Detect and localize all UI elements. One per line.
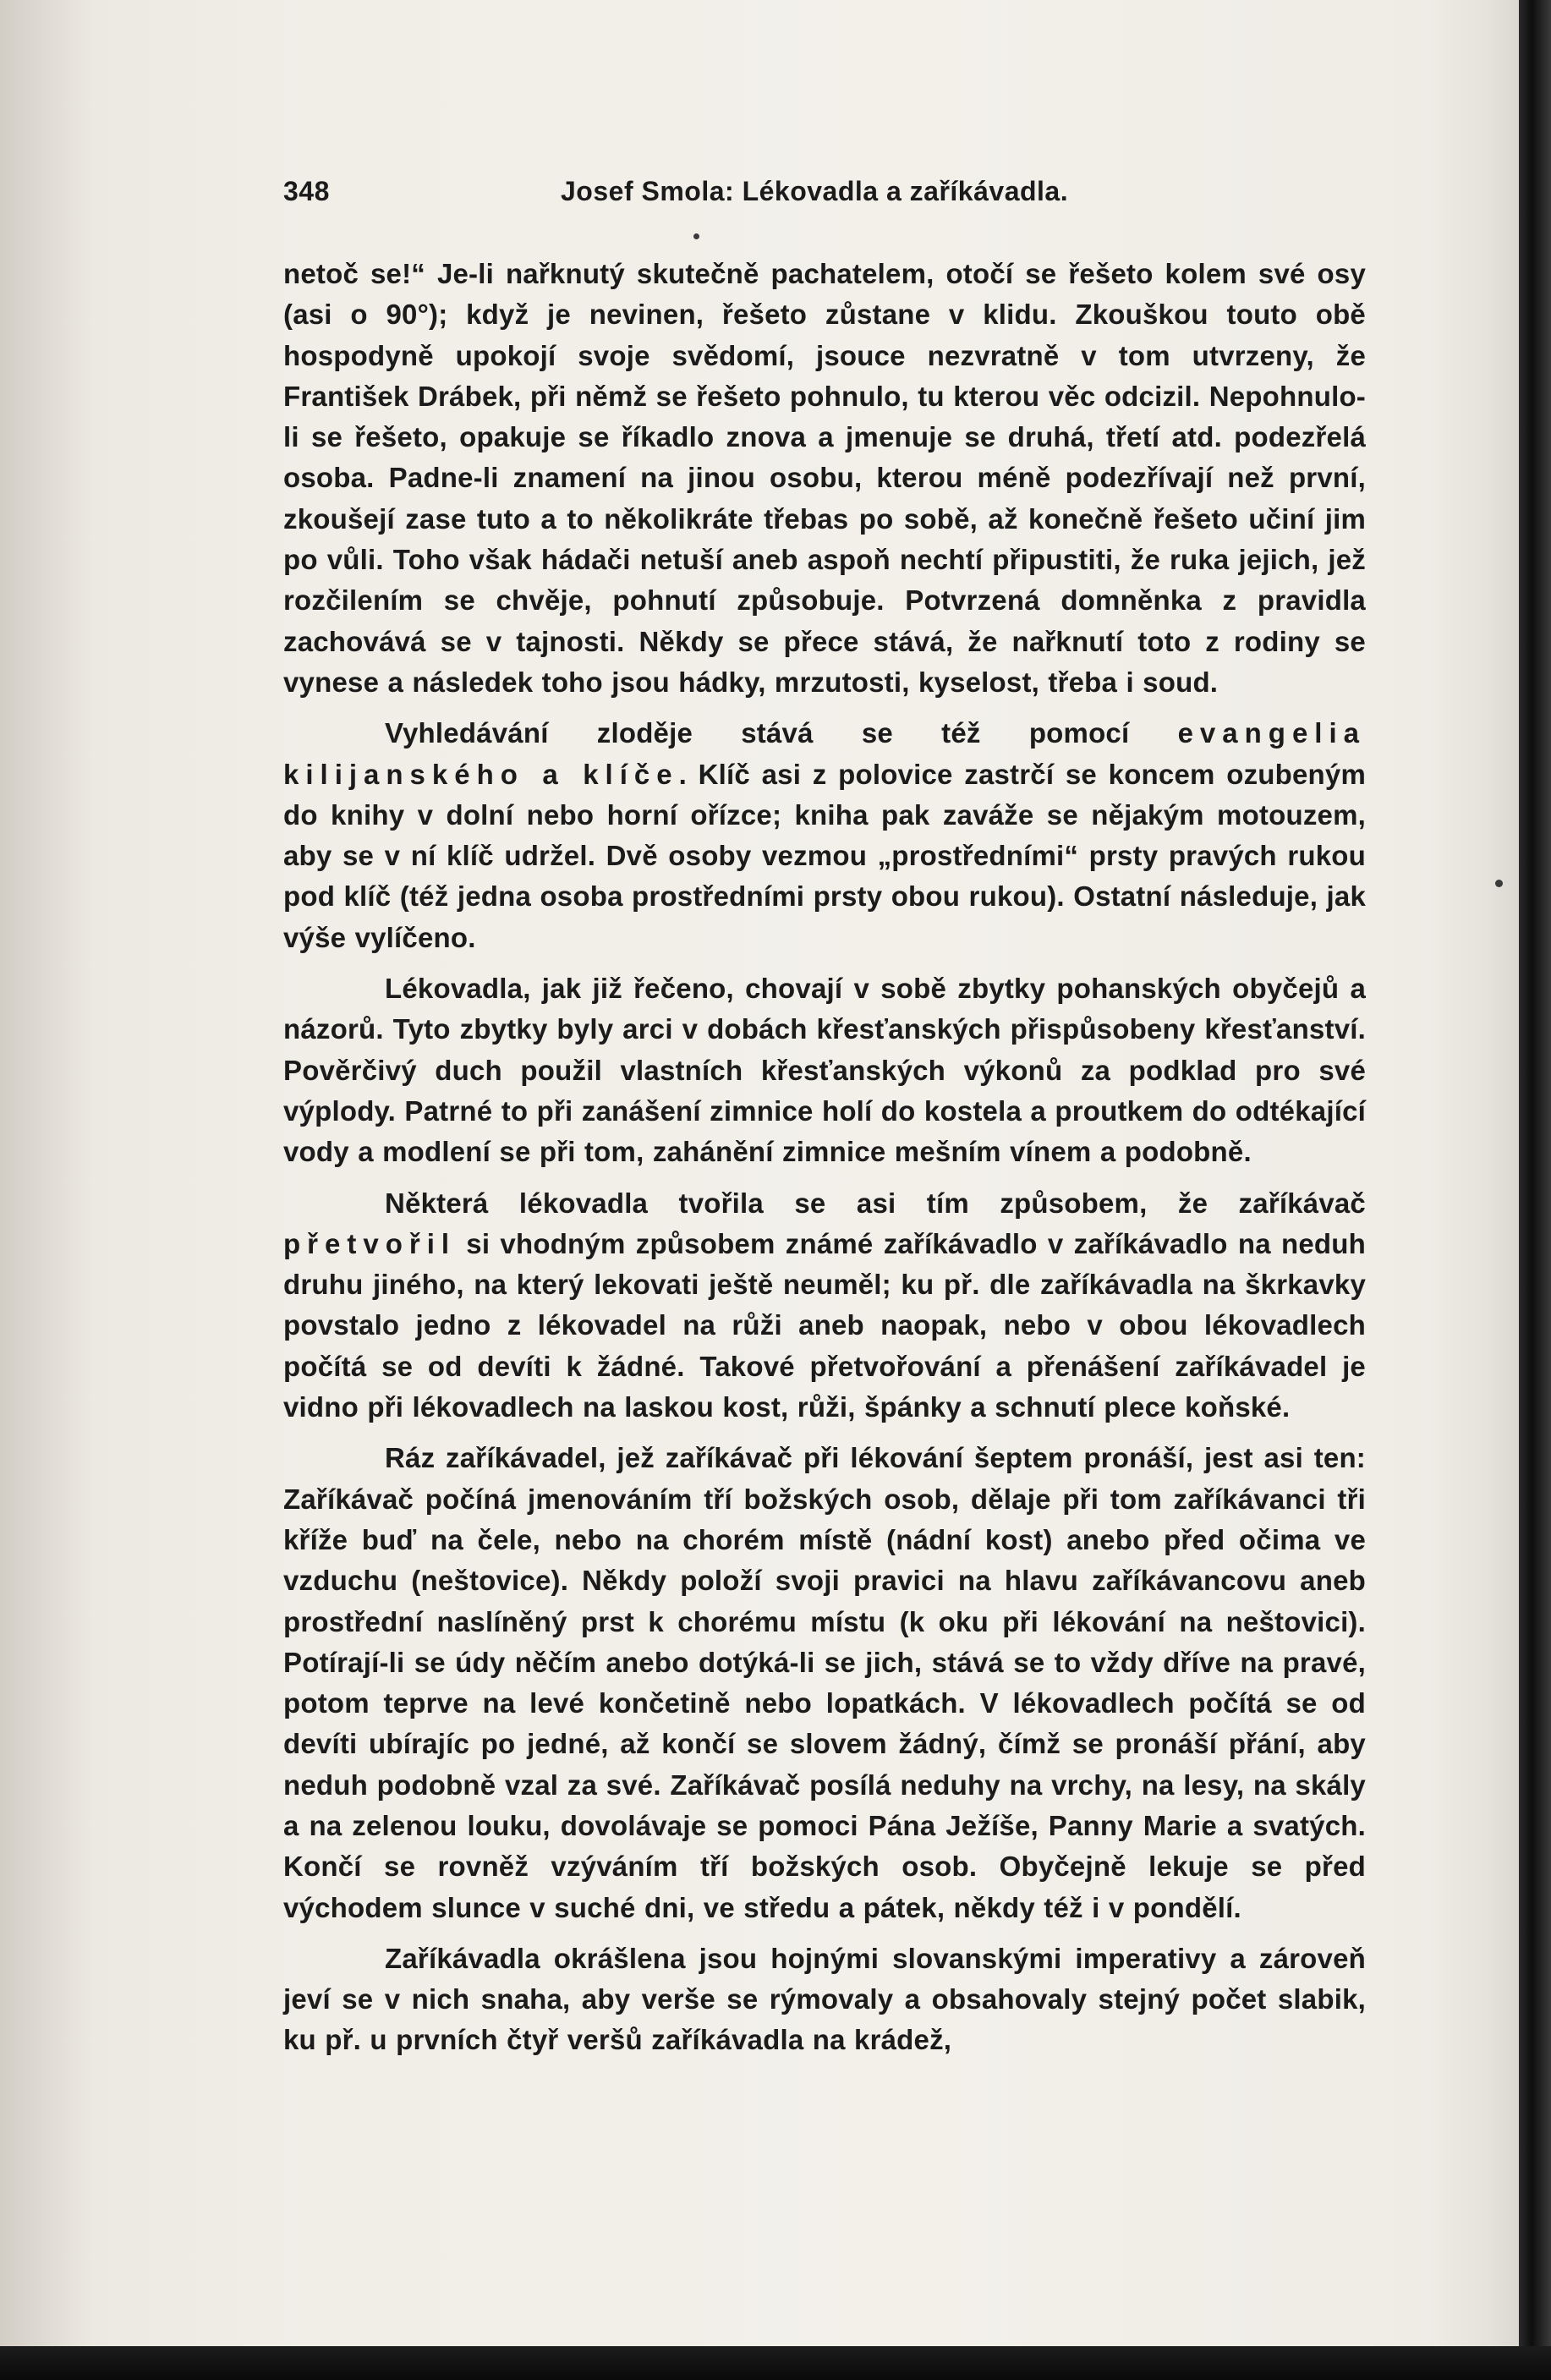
paragraph — [283, 1183, 1366, 1429]
emphasized-text: evangelia kilijanského a klíče — [283, 717, 1366, 790]
ink-speck — [1495, 880, 1503, 887]
paragraph-text: Zaříkávadla okrášlena jsou hojnými slovanskými imperativy a zároveň jeví se v nich snaha, aby verše se rýmovaly a obsahovaly stejný počet slabik, ku př. u prvních čtyř veršů zaříkávadla na krádež, — [283, 1942, 1366, 2056]
paragraph — [283, 713, 1366, 958]
paragraph-text: Vyhledávání zloděje stává se též pomocí — [385, 717, 1178, 749]
paragraph-text: Některá lékovadla tvořila se asi tím způsobem, že zaříkávač — [385, 1187, 1366, 1219]
paragraph-text: Ráz zaříkávadel, jež zaříkávač při lékování šeptem pronáší, jest asi ten: Zaříkávač počíná jmenováním tří božských osob, dělaje při tom zaříkávanci tři kříže buď na čele, nebo na chorém místě (nádní kost) anebo před očima ve vzduchu (neštovice). Někdy položí svoji pravici na hlavu zaříkávancovu aneb prostřední naslíněný prst k chorému místu (k oku při lékování na neštovici). Potírají-li se údy něčím anebo dotýká-li se jich, stává se to vždy dříve na pravé, potom teprve na levé končetině nebo lopatkách. V lékovadlech počítá se od devíti ubírajíc po jedné, až končí se slovem žádný, čímž se pronáší přání, aby neduh podobně vzal za své. Zaříkávač posílá neduhy na vrchy, na lesy, na skály a na zelenou louku, dovolávaje se pomoci Pána Ježíše, Panny Marie a svatých. Končí se rovněž vzýváním tří božských osob. Obyčejně lekuje se před východem slunce v suché dni, ve středu a pátek, někdy též i v pondělí. — [283, 1442, 1366, 1923]
emphasized-text: přetvořil — [283, 1227, 457, 1259]
page-number: 348 — [283, 176, 330, 206]
paragraph — [283, 968, 1366, 1172]
book-edge-right — [1519, 0, 1551, 2380]
paragraph — [283, 1438, 1366, 1928]
paragraph — [283, 1939, 1366, 2061]
paragraph — [283, 254, 1366, 703]
paragraph-text: . Klíč asi z polovice zastrčí se koncem ozubeným do knihy v dolní nebo horní ořízce; kniha pak zaváže se nějakým motouzem, aby se v ní klíč udržel. Dvě osoby vezmou „prostředními“ prsty pravých rukou pod klíč (též jedna osoba prostředními prsty obou rukou). Ostatní následuje, jak výše vylíčeno. — [283, 758, 1366, 953]
running-title: Josef Smola: Lékovadla a zaříkávadla. — [561, 176, 1069, 206]
book-edge-bottom — [0, 2346, 1551, 2380]
page-header — [283, 161, 1366, 211]
paragraph-text: netoč se!“ Je-li nařknutý skutečně pachatelem, otočí se řešeto kolem své osy (asi o 90°); když je nevinen, řešeto zůstane v klidu. Zkouškou touto obě hospodyně upokojí svoje svědomí, jsouce nezvratně v tom utvrzeny, že František Drábek, při němž se řešeto pohnulo, tu kterou věc odcizil. Nepohnulo-li se řešeto, opakuje se říkadlo znova a jmenuje se druhá, třetí atd. podezřelá osoba. Padne-li znamení na jinou osobu, kterou méně podezřívají než první, zkoušejí zase tuto a to několikráte třebas po sobě, až konečně řešeto učiní jim po vůli. Toho však hádači netuší aneb aspoň nechtí připustiti, že ruka jejich, jež rozčilením se chvěje, pohnutí způsobuje. Potvrzená domněnka z pravidla zachovává se v tajnosti. Někdy se přece stává, že nařknutí toto z rodiny se vynese a následek toho jsou hádky, mrzutosti, kyselost, třeba i soud. — [283, 258, 1366, 698]
paragraph-text: si vhodným způsobem známé zaříkávadlo v zaříkávadlo na neduh druhu jiného, na který lekovati ještě neuměl; ku př. dle zaříkávadla na škrkavky povstalo jedno z lékovadel na růži aneb naopak, nebo v obou lékovadlech počítá se od devíti k žádné. Takové přetvořování a přenášení zaříkávadel je vidno při lékovadlech na laskou kost, růži, špánky a schnutí plece koňské. — [283, 1227, 1366, 1423]
paragraph-text: Lékovadla, jak již řečeno, chovají v sobě zbytky pohanských obyčejů a názorů. Tyto zbytky byly arci v dobách křesťanských přispůsobeny křesťanství. Pověrčivý duch použil vlastních křesťanských výkonů za podklad pro své výplody. Patrné to při zanášení zimnice holí do kostela a proutkem do odtékající vody a modlení se při tom, zahánění zimnice mešním vínem a podobně. — [283, 973, 1366, 1168]
book-page — [283, 161, 1366, 2061]
body-text — [283, 254, 1366, 2061]
